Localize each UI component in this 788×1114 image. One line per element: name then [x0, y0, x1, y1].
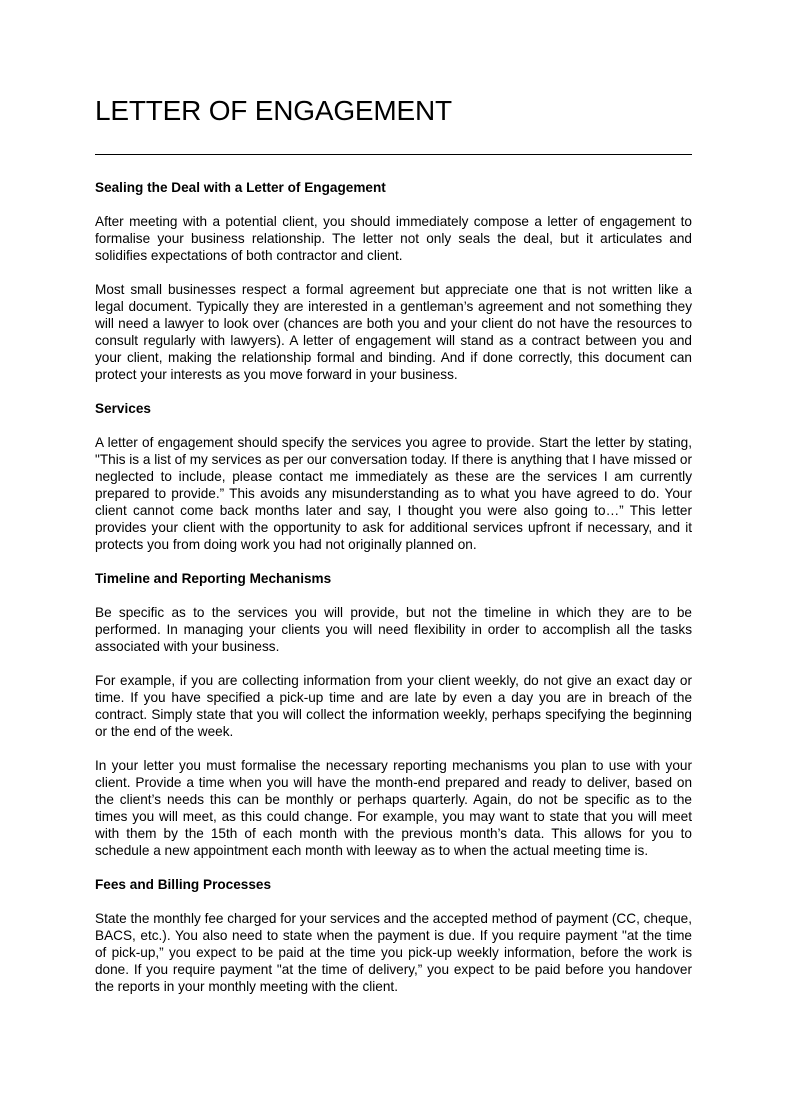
section-heading-timeline-and-reporting: Timeline and Reporting Mechanisms: [95, 571, 332, 586]
paragraph: State the monthly fee charged for your services and the accepted method of payment (CC, cheque, BACS, etc.). You also need to state when the payment is due. If you require payment "at the time of pick-up,” you expect to be paid at the time you pick-up weekly information, before the work is done. If you require payment "at the time of delivery,” you expect to be paid before you handover the reports in your monthly meeting with the client.: [95, 911, 692, 994]
paragraph: After meeting with a potential client, you should immediately compose a letter of engagement to formalise your business relationship. The letter not only seals the deal, but it articulates and solidifies expectations of both contractor and client.: [95, 214, 692, 263]
paragraph: For example, if you are collecting information from your client weekly, do not give an exact day or time. If you have specified a pick-up time and are late by even a day you are in breach of the contract. Simply state that you will collect the information weekly, perhaps specifying the beginning or the end of the week.: [95, 673, 692, 739]
document-title: LETTER OF ENGAGEMENT: [95, 95, 452, 126]
title-divider: [95, 154, 692, 155]
document-page: [95, 95, 692, 995]
paragraph: A letter of engagement should specify the services you agree to provide. Start the letter by stating, "This is a list of my services as per our conversation today. If there is anything that I have missed or neglected to include, please contact me immediately as these are the services I am currently prepared to provide.” This avoids any misunderstanding as to what you have agreed to do. Your client cannot come back months later and say, I thought you were also going to…” This letter provides your client with the opportunity to ask for additional services upfront if necessary, and it protects you from doing work you had not originally planned on.: [95, 435, 692, 552]
paragraph: Most small businesses respect a formal agreement but appreciate one that is not written like a legal document. Typically they are interested in a gentleman’s agreement and not something they will need a lawyer to look over (chances are both you and your client do not have the resources to consult regularly with lawyers). A letter of engagement will stand as a contract between you and your client, making the relationship formal and binding. And if done correctly, this document can protect your interests as you move forward in your business.: [95, 282, 692, 382]
section-heading-services: Services: [95, 401, 151, 416]
section-heading-fees-and-billing: Fees and Billing Processes: [95, 877, 272, 892]
paragraph: Be specific as to the services you will provide, but not the timeline in which they are to be performed. In managing your clients you will need flexibility in order to accomplish all the tasks associated with your business.: [95, 605, 692, 654]
paragraph: In your letter you must formalise the necessary reporting mechanisms you plan to use with your client. Provide a time when you will have the month-end prepared and ready to deliver, based on the client’s needs this can be monthly or perhaps quarterly. Again, do not be specific as to the times you will meet, as this could change. For example, you may want to state that you will meet with them by the 15th of each month with the previous month’s data. This allows for you to schedule a new appointment each month with leeway as to when the actual meeting time is.: [95, 758, 692, 858]
section-heading-sealing-the-deal: Sealing the Deal with a Letter of Engagement: [95, 180, 386, 195]
